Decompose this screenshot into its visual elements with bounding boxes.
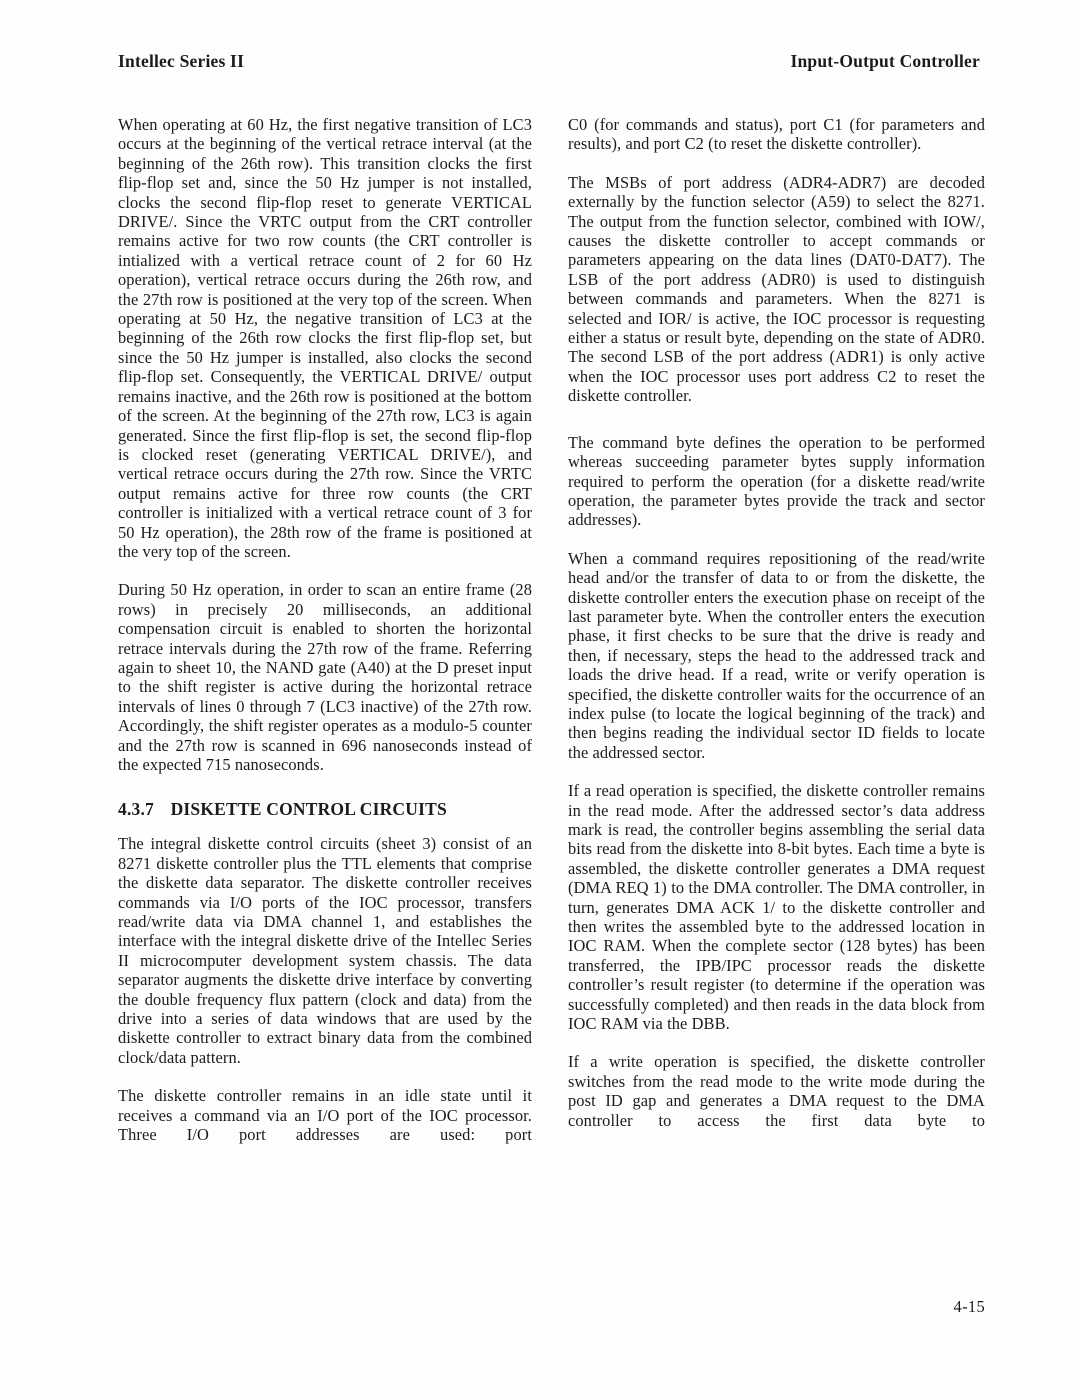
left-column <box>118 115 532 1164</box>
paragraph-msb-decoding: The MSBs of port address (ADR4-ADR7) are decoded externally by the function selector (A59) to select the 8271. The output from the function selector, combined with IOW/, causes the diskette controller to accept commands or parameters appearing on the data lines (DAT0-DAT7). The LSB of the port address (ADR0) is used to distinguish between commands and parameters. When the 8271 is selected and IOR/ is active, the IOC processor is requesting either a status or result byte, depending on the state of ADR0. The second LSB of the port address (ADR1) is only active when the IOC processor uses port address C2 to reset the diskette controller. <box>568 172 985 406</box>
running-header-left: Intellec Series II <box>118 51 245 71</box>
running-header <box>118 51 980 72</box>
page-number: 4-15 <box>953 1297 985 1316</box>
running-header-right: Input-Output Controller <box>790 51 980 71</box>
section-heading-title: DISKETTE CONTROL CIRCUITS <box>170 799 447 820</box>
right-column <box>568 115 985 1149</box>
paragraph-idle-state-ports: The diskette controller remains in an idle state until it receives a command via an I/O port of the IOC processor. Three I/O port addresses are used: port <box>118 1086 532 1145</box>
paragraph-diskette-control-overview: The integral diskette control circuits (sheet 3) consist of an 8271 diskette controller plus the TTL elements that comprise the diskette data separator. The diskette controller receives commands via I/O ports of the IOC processor, transfers read/write data via DMA channel 1, and establishes the interface with the integral diskette drive of the Intellec Series II microcomputer development system chassis. The data separator augments the diskette drive interface by converting the double frequency flux pattern (clock and data) from the drive into a series of data windows that are used by the diskette controller to extract binary data from the combined clock/data pattern. <box>118 834 532 1067</box>
paragraph-port-addresses: C0 (for commands and status), port C1 (for parameters and results), and port C2 (to reset the diskette controller). <box>568 115 985 154</box>
paragraph-write-operation: If a write operation is specified, the diskette controller switches from the read mode to the write mode during the post ID gap and generates a DMA request to the DMA controller to access the first data byte to <box>568 1052 985 1130</box>
paragraph-command-byte: The command byte defines the operation to be performed whereas succeeding parameter bytes supply information required to perform the operation (for a diskette read/write operation, the parameter bytes provide the track and sector addresses). <box>568 432 985 530</box>
paragraph-read-operation: If a read operation is specified, the diskette controller remains in the read mode. After the addressed sector’s data address mark is read, the controller begins assembling the serial data bits read from the diskette into 8-bit bytes. Each time a byte is assembled, the diskette controller generates a DMA request (DMA REQ 1) to the DMA controller. The DMA controller, in turn, generates DMA ACK 1/ to the diskette controller and then writes the assembled byte to the addressed location in IOC RAM. When the complete sector (128 bytes) has been transferred, the IPB/IPC processor reads the diskette controller’s result register (to determine if the operation was successfully completed) and then reads in the data block from IOC RAM via the DBB. <box>568 781 985 1034</box>
section-heading-number: 4.3.7 <box>118 799 154 820</box>
paragraph-crt-60hz-operation: When operating at 60 Hz, the first negative transition of LC3 occurs at the beginning of the vertical retrace interval (at the beginning of the 26th row). This transition clocks the first flip-flop set and, since the 50 Hz jumper is not installed, clocks the second flip-flop reset to generate VERTICAL DRIVE/. Since the VRTC output from the CRT controller remains active for two row counts (the CRT controller is intialized with a vertical retrace count of 2 for 60 Hz operation), vertical retrace occurs during the 26th row, and the 27th row is positioned at the very top of the screen. When operating at 50 Hz, the negative transition of LC3 at the beginning of the 26th row clocks the first flip-flop set, but since the 50 Hz jumper is installed, also clocks the second flip-flop set. Consequently, the VERTICAL DRIVE/ output remains inactive, and the 26th row is positioned at the bottom of the screen. At the beginning of the 27th row, LC3 is again generated. Since the first flip-flop is set, the second flip-flop is clocked reset (generating VERTICAL DRIVE/), and vertical retrace occurs during the 27th row. Since the VRTC output remains active for three row counts (the CRT controller is initialized with a vertical retrace count of 3 for 50 Hz operation), the 28th row of the frame is positioned at the very top of the screen. <box>118 115 532 561</box>
paragraph-execution-phase: When a command requires repositioning of the read/write head and/or the transfer of data to or from the diskette, the diskette controller enters the execution phase on receipt of the last parameter byte. When the controller enters the execution phase, it first checks to be sure that the drive is ready and then, if necessary, steps the head to the addressed track and loads the drive head. If a read, write or verify operation is specified, the diskette controller waits for the occurrence of an index pulse (to locate the logical beginning of the track) and then begins reading the individual sector ID fields to locate the addressed sector. <box>568 548 985 762</box>
paragraph-50hz-compensation: During 50 Hz operation, in order to scan an entire frame (28 rows) in precisely 20 milliseconds, an additional compensation circuit is enabled to shorten the horizontal retrace intervals during the 27th row of the frame. Referring again to sheet 10, the NAND gate (A40) at the D preset input to the shift register is active during the horizontal retrace intervals of lines 0 through 7 (LC3 inactive) of the 27th row. Accordingly, the shift register operates as a modulo-5 counter and the 27th row is scanned in 696 nanoseconds instead of the expected 715 nanoseconds. <box>118 580 532 774</box>
section-heading-diskette-control-circuits <box>118 799 532 820</box>
